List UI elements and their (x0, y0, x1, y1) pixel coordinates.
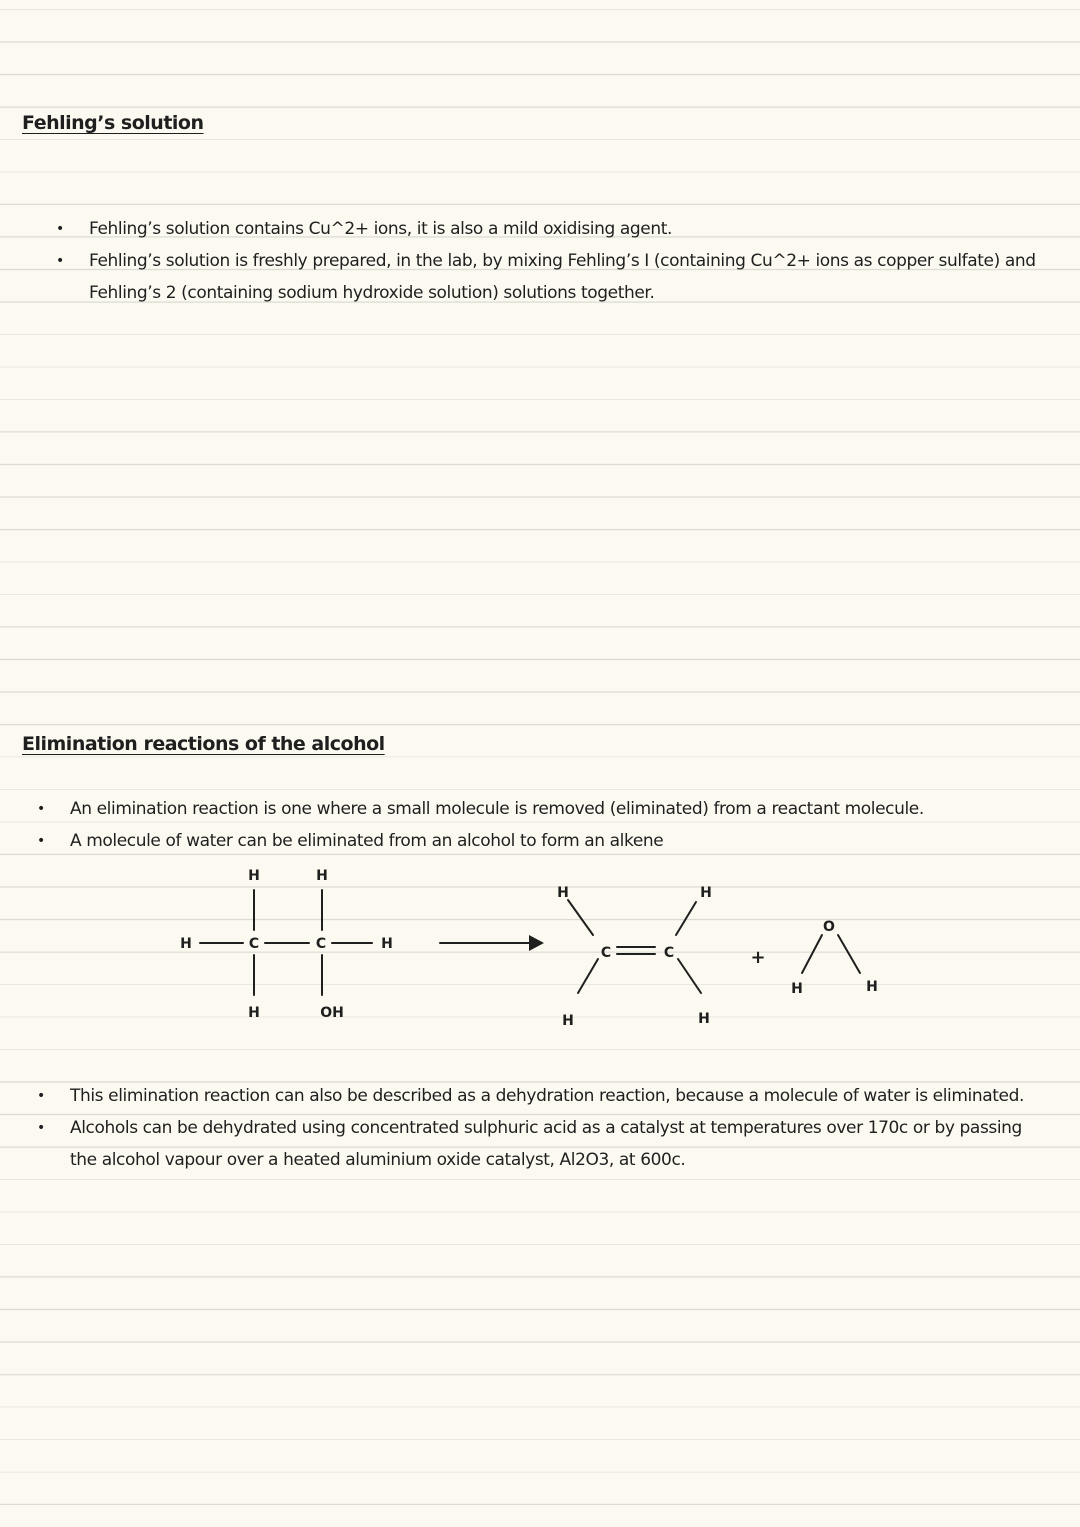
bullet-text: Fehling’s solution contains Cu^2+ ions, it is also a mild oxidising agent. (89, 219, 672, 239)
atom-h: H (248, 1005, 260, 1021)
list-item (37, 1112, 1050, 1176)
bullet-dot-icon: • (37, 833, 45, 849)
dehydration-bullet-list (37, 1080, 1050, 1176)
bullet-dot-icon: • (37, 1120, 45, 1136)
fehlings-bullet-list (56, 213, 1039, 309)
atom-h: H (316, 868, 328, 884)
atom-c: C (663, 945, 675, 961)
atom-h: H (381, 936, 393, 952)
list-item (37, 825, 1050, 857)
arrow-head-icon (529, 935, 544, 951)
bullet-dot-icon: • (56, 221, 64, 237)
bullet-text: A molecule of water can be eliminated from an alcohol to form an alkene (70, 831, 664, 851)
bullet-text: An elimination reaction is one where a small molecule is removed (eliminated) from a reactant molecule. (70, 799, 924, 819)
atom-h: H (866, 979, 878, 995)
hydroxyl-group: OH (320, 1005, 344, 1021)
bullet-text: Fehling’s solution is freshly prepared, in the lab, by mixing Fehling’s I (containing Cu^2+ ions as copper sulfate) and Fehling’s 2 (containing sodium hydroxide solution) solutions together. (89, 251, 1036, 303)
bond-line (676, 902, 696, 935)
atom-h: H (698, 1011, 710, 1027)
atom-h: H (562, 1013, 574, 1029)
dehydration-reaction-diagram (0, 855, 1080, 1035)
atom-o: O (823, 919, 835, 935)
atom-h: H (557, 885, 569, 901)
bullet-dot-icon: • (56, 253, 64, 269)
atom-h: H (180, 936, 192, 952)
atom-h: H (248, 868, 260, 884)
atom-h: H (700, 885, 712, 901)
list-item (56, 213, 1039, 245)
bond-line (802, 935, 822, 973)
list-item (56, 245, 1039, 309)
section-heading-elimination: Elimination reactions of the alcohol (22, 733, 385, 755)
elimination-bullet-list (37, 793, 1050, 857)
bond-line (568, 900, 593, 935)
bullet-dot-icon: • (37, 801, 45, 817)
list-item (37, 1080, 1050, 1112)
atom-h: H (791, 981, 803, 997)
bullet-dot-icon: • (37, 1088, 45, 1104)
bullet-text: This elimination reaction can also be described as a dehydration reaction, because a molecule of water is eliminated. (70, 1086, 1024, 1106)
bond-line (678, 959, 701, 993)
atom-c: C (248, 936, 260, 952)
bullet-text: Alcohols can be dehydrated using concentrated sulphuric acid as a catalyst at temperatures over 170c or by passing the alcohol vapour over a heated aluminium oxide catalyst, Al2O3, at 600c. (70, 1118, 1022, 1170)
section-heading-fehlings: Fehling’s solution (22, 112, 204, 134)
bond-line (838, 935, 860, 973)
atom-c: C (315, 936, 327, 952)
bond-line (578, 959, 598, 993)
list-item (37, 793, 1050, 825)
plus-sign: + (750, 947, 766, 968)
atom-c: C (600, 945, 612, 961)
